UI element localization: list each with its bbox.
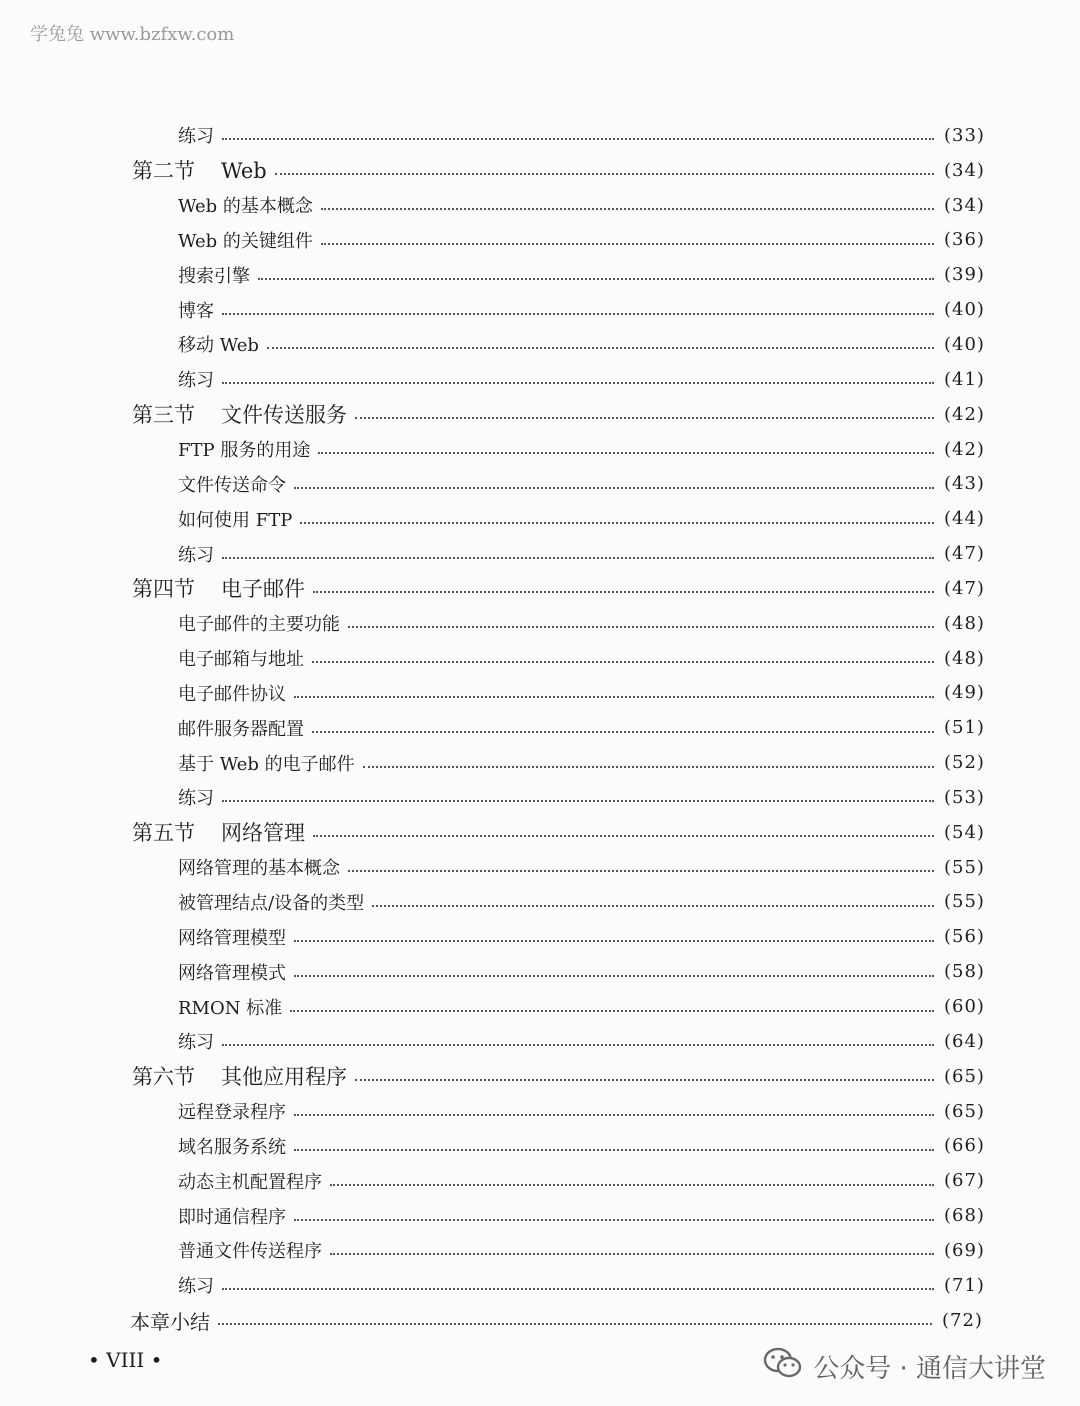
toc-page-number: (52) [944,752,985,774]
toc-entry-title: 电子邮件的主要功能 [178,614,340,636]
toc-entry [0,919,1080,954]
toc-entry [0,1268,1080,1303]
toc-section-title: 网络管理 [221,821,305,846]
toc-entry-title: 普通文件传送程序 [178,1241,322,1263]
toc-entry [0,989,1080,1024]
toc-entry [0,153,1080,188]
toc-entry [0,466,1080,501]
toc-entry-title: 动态主机配置程序 [178,1171,322,1193]
toc-page-number: (65) [944,1100,985,1122]
toc-page-number: (43) [944,473,985,495]
toc-page-number: (36) [944,229,985,251]
toc-page-number: (56) [944,926,985,948]
toc-entry-title: 远程登录程序 [178,1102,286,1124]
toc-entry [0,850,1080,885]
toc-page-number: (48) [944,612,985,634]
site-watermark: 学兔兔 www.bzfxw.com [30,24,235,45]
toc-entry [0,223,1080,258]
toc-page-number: (48) [944,647,985,669]
toc-page-number: (49) [944,682,985,704]
dot-leader [348,626,934,628]
toc-page-number: (51) [944,717,985,739]
dot-leader [313,835,934,837]
toc-page-number: (58) [944,961,985,983]
toc-entry-title: 电子邮箱与地址 [178,649,304,671]
toc-entry [0,1198,1080,1233]
toc-page-number: (41) [944,368,985,390]
toc-entry [0,641,1080,676]
toc-entry-title: 练习 [178,1032,214,1054]
dot-leader [267,347,934,349]
toc-entry-title: 被管理结点/设备的类型 [178,892,365,914]
toc-entry-title: 博客 [178,300,214,322]
toc-entry-title: Web 的关键组件 [178,230,313,252]
toc-entry [0,885,1080,920]
dot-leader [218,1323,932,1325]
toc-entry-title: 搜索引擎 [178,265,250,287]
dot-leader [275,173,934,175]
toc-section-title: 其他应用程序 [221,1065,347,1090]
dot-leader [363,766,934,768]
toc-entry-title: 练习 [178,1276,214,1298]
dot-leader [294,1114,934,1116]
toc-entry-title: RMON 标准 [178,997,283,1019]
dot-leader [321,208,934,210]
toc-entry [0,710,1080,745]
toc-page-number: (42) [944,403,985,425]
toc-entry-title [132,817,305,847]
toc-entry [0,1233,1080,1268]
toc-entry-title: 邮件服务器配置 [178,718,304,740]
toc-section-number: 第二节 [132,159,195,184]
toc-entry-title [132,399,347,429]
dot-leader [313,591,934,593]
toc-entry [0,1303,1080,1338]
toc-page-number: (34) [944,159,985,181]
toc-page-number: (55) [944,856,985,878]
toc-entry-title [132,573,305,603]
toc-section-title: 文件传送服务 [221,403,347,428]
dot-leader [318,452,934,454]
toc-entry-title: 即时通信程序 [178,1206,286,1228]
toc-entry-title: 文件传送命令 [178,474,286,496]
dot-leader [330,1253,934,1255]
table-of-contents [0,118,1080,1338]
toc-entry [0,606,1080,641]
dot-leader [294,696,934,698]
toc-entry [0,397,1080,432]
toc-entry [0,362,1080,397]
toc-entry-title: 练习 [178,126,214,148]
toc-page-number: (65) [944,1065,985,1087]
dot-leader [300,522,934,524]
toc-entry [0,954,1080,989]
toc-page-number: (72) [942,1309,983,1331]
toc-page-number: (67) [944,1170,985,1192]
toc-entry [0,1094,1080,1129]
dot-leader [330,1184,934,1186]
toc-entry-title: 练习 [178,370,214,392]
toc-section-number: 第四节 [132,577,195,602]
toc-entry [0,780,1080,815]
toc-entry-title: 网络管理模型 [178,927,286,949]
toc-page-number: (68) [944,1205,985,1227]
toc-entry-title: 练习 [178,788,214,810]
dot-leader [222,313,934,315]
toc-entry-title: 移动 Web [178,335,259,357]
page-number: • VIII • [88,1348,163,1372]
toc-entry [0,501,1080,536]
toc-entry [0,1128,1080,1163]
toc-entry [0,815,1080,850]
toc-entry-title: 网络管理的基本概念 [178,858,340,880]
dot-leader [294,940,934,942]
toc-entry [0,745,1080,780]
dot-leader [348,870,934,872]
toc-entry [0,676,1080,711]
toc-entry-title: 电子邮件协议 [178,683,286,705]
dot-leader [294,487,934,489]
wechat-watermark-text: 公众号 · 通信大讲堂 [813,1354,1046,1384]
toc-page-number: (47) [944,543,985,565]
toc-entry-title: 基于 Web 的电子邮件 [178,753,355,775]
dot-leader [222,382,934,384]
toc-page-number: (34) [944,194,985,216]
toc-entry-title: Web 的基本概念 [178,196,313,218]
dot-leader [312,661,934,663]
dot-leader [372,905,934,907]
toc-entry [0,188,1080,223]
toc-entry [0,292,1080,327]
toc-page-number: (42) [944,438,985,460]
dot-leader [294,1219,934,1221]
toc-entry [0,1059,1080,1094]
dot-leader [312,731,934,733]
toc-entry-title [132,155,267,185]
toc-entry-title [132,1061,347,1091]
toc-section-title: 电子邮件 [221,577,305,602]
dot-leader [222,1044,934,1046]
toc-entry [0,118,1080,153]
toc-entry-title: FTP 服务的用途 [178,440,311,462]
toc-page-number: (40) [944,299,985,321]
toc-page-number: (69) [944,1239,985,1261]
toc-entry [0,432,1080,467]
dot-leader [222,138,934,140]
toc-section-number: 第三节 [132,403,195,428]
toc-page-number: (60) [944,996,985,1018]
dot-leader [222,557,934,559]
dot-leader [222,1288,934,1290]
dot-leader [355,417,934,419]
dot-leader [258,278,934,280]
toc-entry [0,571,1080,606]
toc-section-title: Web [221,159,267,184]
toc-page-number: (53) [944,786,985,808]
toc-page-number: (64) [944,1030,985,1052]
dot-leader [321,243,934,245]
toc-page-number: (39) [944,264,985,286]
dot-leader [222,800,934,802]
toc-section-number: 第六节 [132,1065,195,1090]
dot-leader [290,1010,934,1012]
dot-leader [294,975,934,977]
toc-entry-title: 如何使用 FTP [178,509,293,531]
toc-page-number: (47) [944,577,985,599]
toc-entry [0,327,1080,362]
toc-entry [0,536,1080,571]
wechat-watermark [763,1346,1046,1387]
wechat-icon [763,1346,803,1387]
dot-leader [355,1079,934,1081]
toc-page-number: (54) [944,821,985,843]
toc-section-number: 第五节 [132,821,195,846]
toc-entry [0,257,1080,292]
toc-page-number: (66) [944,1135,985,1157]
dot-leader [294,1149,934,1151]
toc-page-number: (40) [944,333,985,355]
toc-page-number: (44) [944,508,985,530]
toc-entry-title: 域名服务系统 [178,1136,286,1158]
toc-entry-title: 本章小结 [130,1309,210,1334]
toc-page-number: (71) [944,1274,985,1296]
toc-page-number: (33) [944,124,985,146]
toc-entry [0,1024,1080,1059]
toc-entry-title: 网络管理模式 [178,962,286,984]
toc-page-number: (55) [944,891,985,913]
toc-entry-title: 练习 [178,544,214,566]
toc-entry [0,1163,1080,1198]
